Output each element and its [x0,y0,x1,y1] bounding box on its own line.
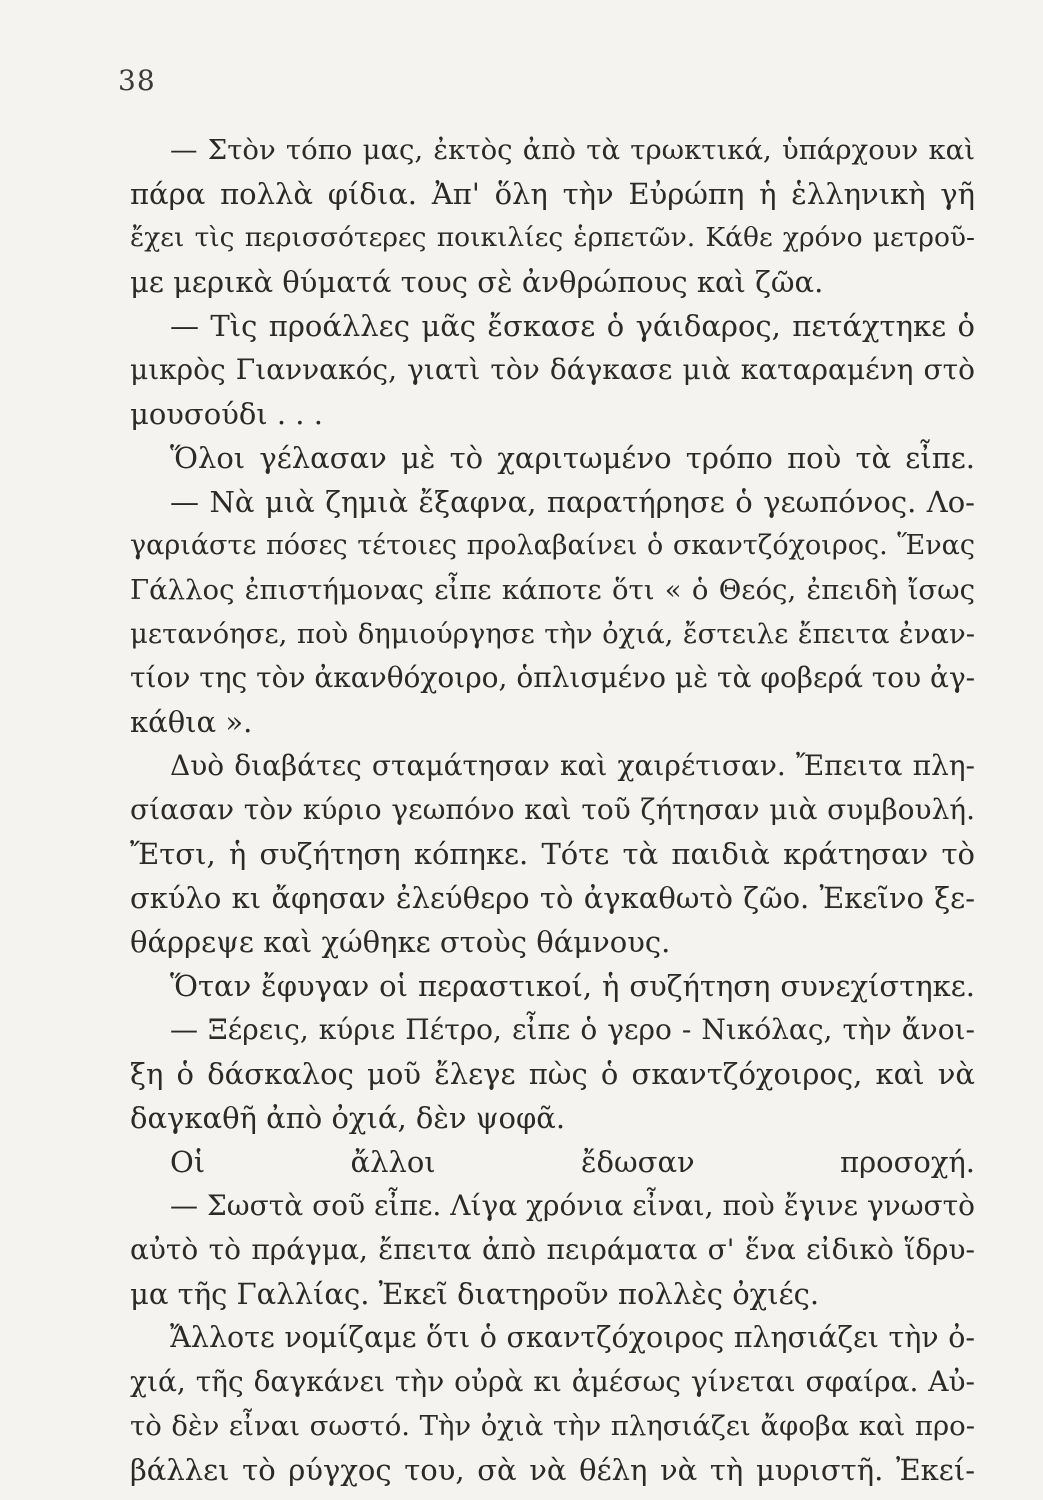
text-line: ξη ὁ δάσκαλος μοῦ ἔλεγε πὼς ὁ σκαντζόχοιρος, καὶ νὰ [130,1057,975,1091]
text-line: Οἱ ἄλλοι ἔδωσαν προσοχή. [170,1145,975,1179]
text-line: κάθια ». [130,705,253,739]
text-line: — Τὶς προάλλες μᾶς ἔσκασε ὁ γάιδαρος, πετάχτηκε ὁ [170,309,975,343]
text-line: χιά, τῆς δαγκάνει τὴν οὐρὰ κι ἀμέσως γίνεται σφαίρα. Αὐ- [130,1365,975,1398]
text-line: μικρὸς Γιαννακός, γιατὶ τὸν δάγκασε μιὰ καταραμένη στὸ [130,353,975,386]
text-line: Δυὸ διαβάτες σταμάτησαν καὶ χαιρέτισαν. Ἔπειτα πλη- [170,749,975,782]
text-line: θάρρεψε καὶ χώθηκε στοὺς θάμνους. [130,925,671,959]
text-line: Ὅταν ἔφυγαν οἱ περαστικοί, ἡ συζήτηση συνεχίστηκε. [170,969,975,1003]
text-line: σκύλο κι ἄφησαν ἐλεύθερο τὸ ἀγκαθωτὸ ζῶο. Ἐκεῖνο ξε- [130,881,975,915]
text-line: τίον της τὸν ἀκανθόχοιρο, ὁπλισμένο μὲ τὰ φοβερά του ἀγ- [130,661,975,694]
text-line: Γάλλος ἐπιστήμονας εἶπε κάποτε ὅτι « ὁ Θεός, ἐπειδὴ ἴσως [130,574,975,606]
text-line: Ἄλλοτε νομίζαμε ὅτι ὁ σκαντζόχοιρος πλησιάζει τὴν ὀ- [170,1321,975,1354]
text-line: μα τῆς Γαλλίας. Ἐκεῖ διατηροῦν πολλὲς ὀχιές. [130,1277,820,1311]
text-line: — Σωστὰ σοῦ εἶπε. Λίγα χρόνια εἶναι, ποὺ ἔγινε γνωστὸ [170,1189,975,1222]
text-line: Ἔτσι, ἡ συζήτηση κόπηκε. Τότε τὰ παιδιὰ κράτησαν τὸ [130,837,975,871]
text-line: δαγκαθῆ ἀπὸ ὀχιά, δὲν ψοφᾶ. [130,1101,566,1135]
page-number: 38 [118,64,156,97]
body-text [130,128,975,1492]
text-line: μουσούδι . . . [130,397,323,431]
text-line: με μερικὰ θύματά τους σὲ ἀνθρώπους καὶ ζῶα. [130,265,824,299]
text-line: αὐτὸ τὸ πράγμα, ἔπειτα ἀπὸ πειράματα σ' ἕνα εἰδικὸ ἵδρυ- [130,1233,975,1266]
text-line: σίασαν τὸν κύριο γεωπόνο καὶ τοῦ ζήτησαν μιὰ συμβουλή. [130,793,975,826]
text-line: τὸ δὲν εἶναι σωστό. Τὴν ὀχιὰ τὴν πλησιάζει ἄφοβα καὶ προ- [130,1410,975,1442]
text-line: — Νὰ μιὰ ζημιὰ ἔξαφνα, παρατήρησε ὁ γεωπόνος. Λο- [170,485,975,519]
text-line: ἔχει τὶς περισσότερες ποικιλίες ἑρπετῶν. Κάθε χρόνο μετροῦ- [130,222,975,253]
text-line: πάρα πολλὰ φίδια. Ἀπ' ὅλη τὴν Εὐρώπη ἡ ἑλληνικὴ γῆ [130,177,975,211]
text-line: — Ξέρεις, κύριε Πέτρο, εἶπε ὁ γερο - Νικόλας, τὴν ἄνοι- [170,1013,975,1046]
text-line: — Στὸν τόπο μας, ἐκτὸς ἀπὸ τὰ τρωκτικά, ὑπάρχουν καὶ [170,134,975,166]
text-line: Ὅλοι γέλασαν μὲ τὸ χαριτωμένο τρόπο ποὺ τὰ εἶπε. [170,441,975,475]
text-line: βάλλει τὸ ρύγχος του, σὰ νὰ θέλη νὰ τὴ μυριστῆ. Ἐκεί- [130,1453,975,1487]
text-line: γαριάστε πόσες τέτοιες προλαβαίνει ὁ σκαντζόχοιρος. Ἕνας [130,530,975,561]
text-line: μετανόησε, ποὺ δημιούργησε τὴν ὀχιά, ἔστειλε ἔπειτα ἐναν- [130,618,975,650]
